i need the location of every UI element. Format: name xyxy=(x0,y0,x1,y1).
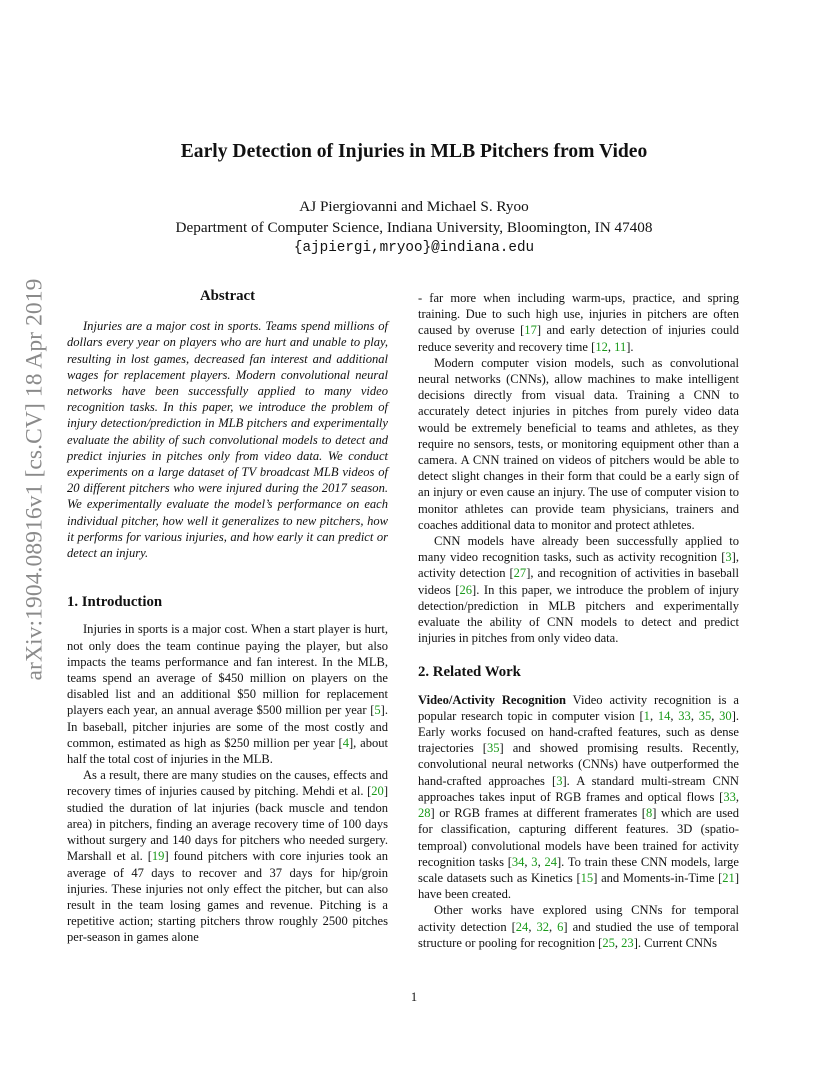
citation-link[interactable]: 1 xyxy=(643,708,650,723)
citation-link[interactable]: 3 xyxy=(725,550,732,565)
left-column xyxy=(67,288,388,946)
text-run: , xyxy=(690,708,699,723)
citation-link[interactable]: 28 xyxy=(418,806,431,821)
text-run: Video activity recognition is a popular research topic in computer vision [ xyxy=(418,692,739,723)
text-run: Injuries in sports is a major cost. When a start player is hurt, not only does the team continue paying the player, but also impacts the teams performance and fan interest. In the MLB, teams spend an average of $450 million on players on the disabled list and an additional $50 million for replacement players each year, an annual average $500 million per year [ xyxy=(67,622,388,718)
citation-link[interactable]: 35 xyxy=(486,741,500,756)
text-run: , xyxy=(537,854,545,869)
text-run: Other works have explored using CNNs for temporal activity detection [ xyxy=(418,903,739,934)
citation-link[interactable]: 11 xyxy=(614,339,627,354)
related-paragraph-1 xyxy=(418,692,739,903)
abstract-heading: Abstract xyxy=(199,288,256,304)
citation-link[interactable]: 27 xyxy=(513,566,527,581)
related-paragraph-2 xyxy=(418,902,739,951)
citation-link[interactable]: 24 xyxy=(515,919,529,934)
text-run: , xyxy=(670,708,679,723)
citation-link[interactable]: 3 xyxy=(531,854,538,869)
citation-link[interactable]: 5 xyxy=(374,703,381,718)
right-column xyxy=(418,290,739,951)
text-run: ]. A standard multi-stream CNN approaches takes input of RGB frames and optical flows [ xyxy=(418,773,739,804)
author-affiliation: Department of Computer Science, Indiana University, Bloomington, IN 47408 xyxy=(175,219,653,236)
text-run: As a result, there are many studies on the causes, effects and recovery times of injuries caused by pitching. Mehdi et al. [ xyxy=(67,768,388,799)
paper-title: Early Detection of Injuries in MLB Pitchers from Video xyxy=(180,141,648,162)
citation-link[interactable]: 25 xyxy=(602,935,615,950)
text-run: ] and early detection of injuries could reduce severity and recovery time [ xyxy=(418,323,739,354)
text-run: ] have been created. xyxy=(418,870,740,902)
text-run: , xyxy=(528,919,537,934)
text-run: ]. To train these CNN models, large scale datasets such as Kinetics [ xyxy=(418,854,740,885)
text-run: , xyxy=(735,789,739,804)
text-run: ]. xyxy=(626,339,634,354)
author-block xyxy=(0,196,828,259)
text-run: ]. In this paper, we introduce the problem of injury detection/prediction in MLB pitchers and experimentally evaluate the ability of CNN models to detect and predict injuries in pitches from only video data. xyxy=(418,582,739,646)
text-run: ] and showed promising results. Recently, convolutional neural networks (CNNs) have outperformed the hand-crafted approaches [ xyxy=(418,741,739,788)
citation-link[interactable]: 19 xyxy=(151,849,165,864)
citation-link[interactable]: 34 xyxy=(511,854,525,869)
citation-link[interactable]: 32 xyxy=(536,919,549,934)
author-names: AJ Piergiovanni and Michael S. Ryoo xyxy=(299,198,529,215)
text-run: ] which are used for classification, capturing different features. 3D (spatio-temproal) convolutional models have been trained for activity recognition tasks [ xyxy=(418,806,739,869)
citation-link[interactable]: 26 xyxy=(459,582,473,597)
text-run: ] and Moments-in-Time [ xyxy=(593,870,723,885)
arxiv-identifier-text: arXiv:1904.08916v1 [cs.CV] 18 Apr 2019 xyxy=(21,278,48,680)
citation-link[interactable]: 24 xyxy=(544,854,557,869)
citation-link[interactable]: 4 xyxy=(342,735,349,750)
citation-link[interactable]: 14 xyxy=(657,708,671,723)
citation-link[interactable]: 35 xyxy=(698,708,712,723)
text-run: ]. Current CNNs xyxy=(633,935,717,950)
citation-link[interactable]: 8 xyxy=(645,806,653,821)
citation-link[interactable]: 6 xyxy=(557,919,564,934)
citation-link[interactable]: 15 xyxy=(580,870,594,885)
citation-link[interactable]: 33 xyxy=(678,708,691,723)
run-in-heading: Video/Activity Recognition xyxy=(418,692,566,707)
citation-link[interactable]: 3 xyxy=(556,773,563,788)
citation-link[interactable]: 20 xyxy=(371,784,384,799)
intro-paragraph-3 xyxy=(418,290,739,355)
text-run: ], and recognition of activities in baseball videos [ xyxy=(418,566,739,597)
intro-paragraph-1 xyxy=(67,621,388,767)
text-run: , xyxy=(524,854,532,869)
author-email: {ajpiergi,mryoo}@indiana.edu xyxy=(293,240,535,256)
introduction-heading: 1. Introduction xyxy=(67,594,163,611)
intro-paragraph-4: Modern computer vision models, such as convolutional neural networks (CNNs), allow machines to make intelligent decisions directly from visual data. Training a CNN to accurately detect injuries in pitches from purely video data would be extremely beneficial to teams and athletes, as they require no sensors, tests, or monitoring equipment other than a camera. A CNN trained on videos of pitchers would be able to detect slight changes in their form that could be a early sign of an injury or even cause an injury. The use of computer vision to monitor athletes can provide team physicians, trainers and coaches additional data to monitor and protect athletes. xyxy=(418,355,739,532)
citation-link[interactable]: 21 xyxy=(722,870,735,885)
text-run: , xyxy=(607,339,615,354)
intro-paragraph-5 xyxy=(418,533,739,646)
text-run: ]. Early works focused on hand-crafted features, such as dense trajectories [ xyxy=(418,708,740,756)
text-run: ] or RGB frames at different framerates [ xyxy=(430,806,646,821)
text-run: ] and studied the use of temporal structure or pooling for recognition [ xyxy=(418,919,739,950)
citation-link[interactable]: 12 xyxy=(595,339,608,354)
text-run: , xyxy=(649,708,658,723)
arxiv-identifier-stamp xyxy=(20,278,50,680)
text-run: CNN models have already been successfully applied to many video recognition tasks, such as activity recognition [ xyxy=(418,534,739,565)
text-run: ], about half the total cost of injuries in the MLB. xyxy=(67,735,388,767)
related-work-heading: 2. Related Work xyxy=(418,664,521,681)
text-run: ]. In baseball, pitcher injuries are some of the most costly and common, estimated as high as $250 million per year [ xyxy=(67,703,388,750)
intro-paragraph-2 xyxy=(67,767,388,945)
abstract-text: Injuries are a major cost in sports. Teams spend millions of dollars every year on players who are hurt and unable to play, resulting in lost games, decreased fan interest and additional wages for replacement players. Modern convolutional neural networks have been successfully applied to many video recognition tasks. In this paper, we introduce the problem of injury detection/prediction in MLB pitchers and experimentally evaluate the ability of such convolutional models to detect and predict injuries in pitches only from video data. We conduct experiments on a large dataset of TV broadcast MLB videos of 20 different pitchers who were injured during the 2017 season. We experimentally evaluate the model’s performance on each individual pitcher, how well it generalizes to new pitchers, how it performs for various injuries, and how early it can predict or detect an injury. xyxy=(67,319,388,561)
text-run: ] studied the duration of lat injuries (back muscle and tendon area) in pitchers, finding an average recovery time of 100 days without surgery and 140 days for pitchers who needed surgery. Marshall et al. [ xyxy=(67,784,388,864)
citation-link[interactable]: 23 xyxy=(621,935,634,950)
text-run: - far more when including warm-ups, practice, and spring training. Due to such high use, injuries in pitchers are often caused by overuse [ xyxy=(418,291,739,338)
page-number: 1 xyxy=(410,990,418,1004)
text-run: , xyxy=(711,708,720,723)
text-run: ] found pitchers with core injuries took an average of 47 days to recover and 37 days for hip/groin injuries. These injuries not only effect the pitcher, but can also result in the team losing games and revenue. Pitching is a repetitive action; starting pitchers throw roughly 2500 pitches per-season in games alone xyxy=(67,849,388,945)
citation-link[interactable]: 33 xyxy=(723,789,736,804)
text-run: , xyxy=(614,935,622,950)
citation-link[interactable]: 17 xyxy=(524,323,537,338)
citation-link[interactable]: 30 xyxy=(719,708,732,723)
text-run: ], activity detection [ xyxy=(418,550,739,581)
text-run: , xyxy=(549,919,558,934)
